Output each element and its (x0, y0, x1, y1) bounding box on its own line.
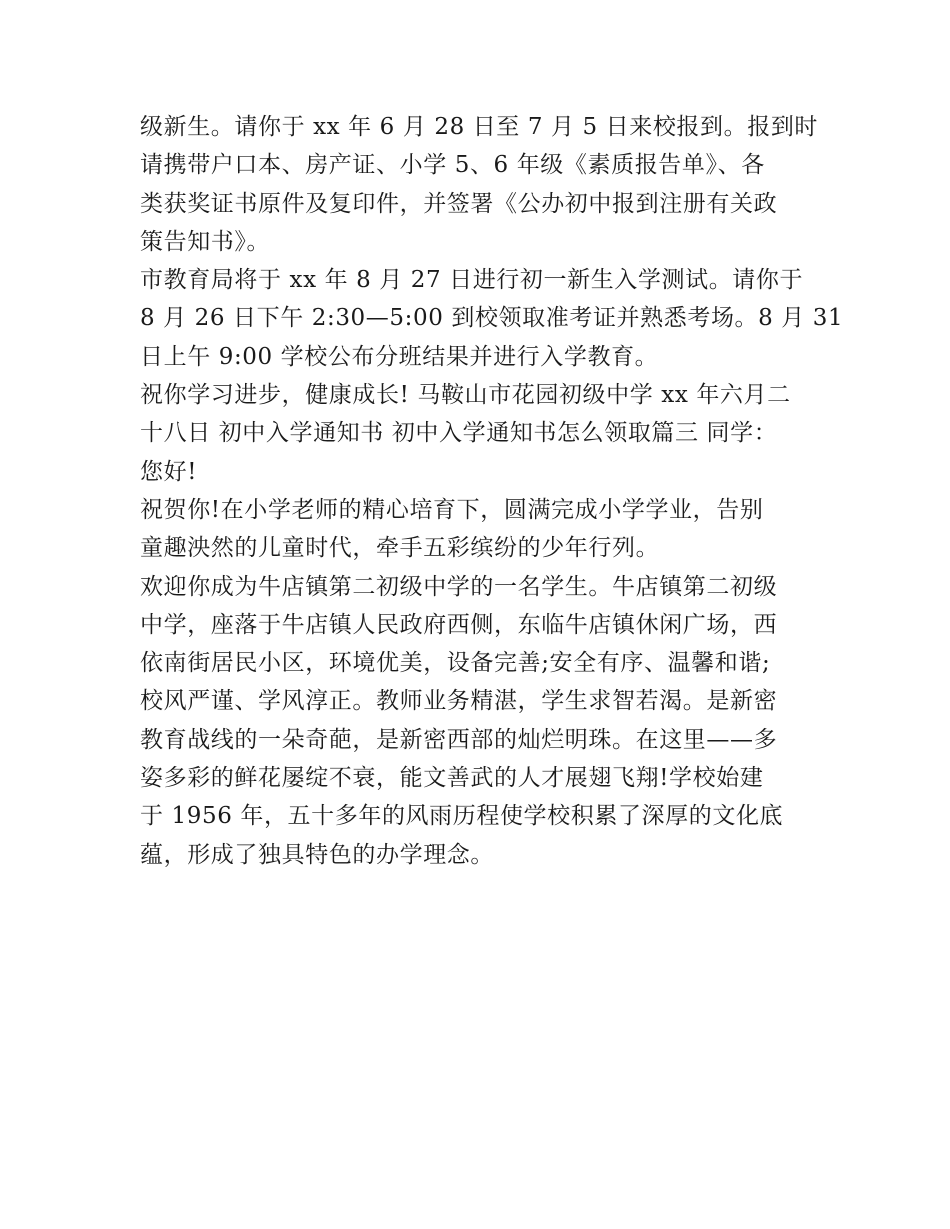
text-line: 姿多彩的鲜花屡绽不衰，能文善武的人才展翅飞翔!学校始建 (140, 765, 764, 792)
text-line: 依南街居民小区，环境优美，设备完善;安全有序、温馨和谐; (140, 650, 771, 677)
text-line: 日上午 9:00 学校公布分班结果并进行入学教育。 (140, 343, 659, 370)
text-line: 类获奖证书原件及复印件，并签署《公办初中报到注册有关政 (140, 190, 778, 217)
text-line: 欢迎你成为牛店镇第二初级中学的一名学生。牛店镇第二初级 (140, 573, 778, 600)
document-body (140, 108, 844, 874)
text-line: 中学，座落于牛店镇人民政府西侧，东临牛店镇休闲广场，西 (140, 611, 778, 638)
text-line: 校风严谨、学风淳正。教师业务精湛，学生求智若渴。是新密 (140, 688, 778, 715)
text-line: 级新生。请你于 xx 年 6 月 28 日至 7 月 5 日来校报到。报到时 (140, 114, 819, 140)
text-line: 童趣泱然的儿童时代，牵手五彩缤纷的少年行列。 (140, 535, 660, 562)
text-line: 十八日 初中入学通知书 初中入学通知书怎么领取篇三 同学： (140, 420, 778, 447)
text-line: 策告知书》。 (140, 228, 271, 255)
text-line: 请携带户口本、房产证、小学 5、6 年级《素质报告单》、各 (140, 152, 765, 179)
text-line: 于 1956 年，五十多年的风雨历程使学校积累了深厚的文化底 (140, 803, 784, 830)
text-line: 教育战线的一朵奇葩，是新密西部的灿烂明珠。在这里——多 (140, 726, 778, 753)
text-line: 市教育局将于 xx 年 8 月 27 日进行初一新生入学测试。请你于 (140, 267, 804, 294)
text-line: 8 月 26 日下午 2:30—5:00 到校领取准考证并熟悉考场。8 月 31 (140, 305, 844, 332)
text-line: 祝贺你!在小学老师的精心培育下，圆满完成小学学业，告别 (140, 496, 764, 523)
text-line: 祝你学习进步，健康成长! 马鞍山市花园初级中学 xx 年六月二 (140, 382, 791, 409)
text-line: 您好! (140, 458, 198, 485)
text-line: 蕴，形成了独具特色的办学理念。 (140, 841, 494, 868)
